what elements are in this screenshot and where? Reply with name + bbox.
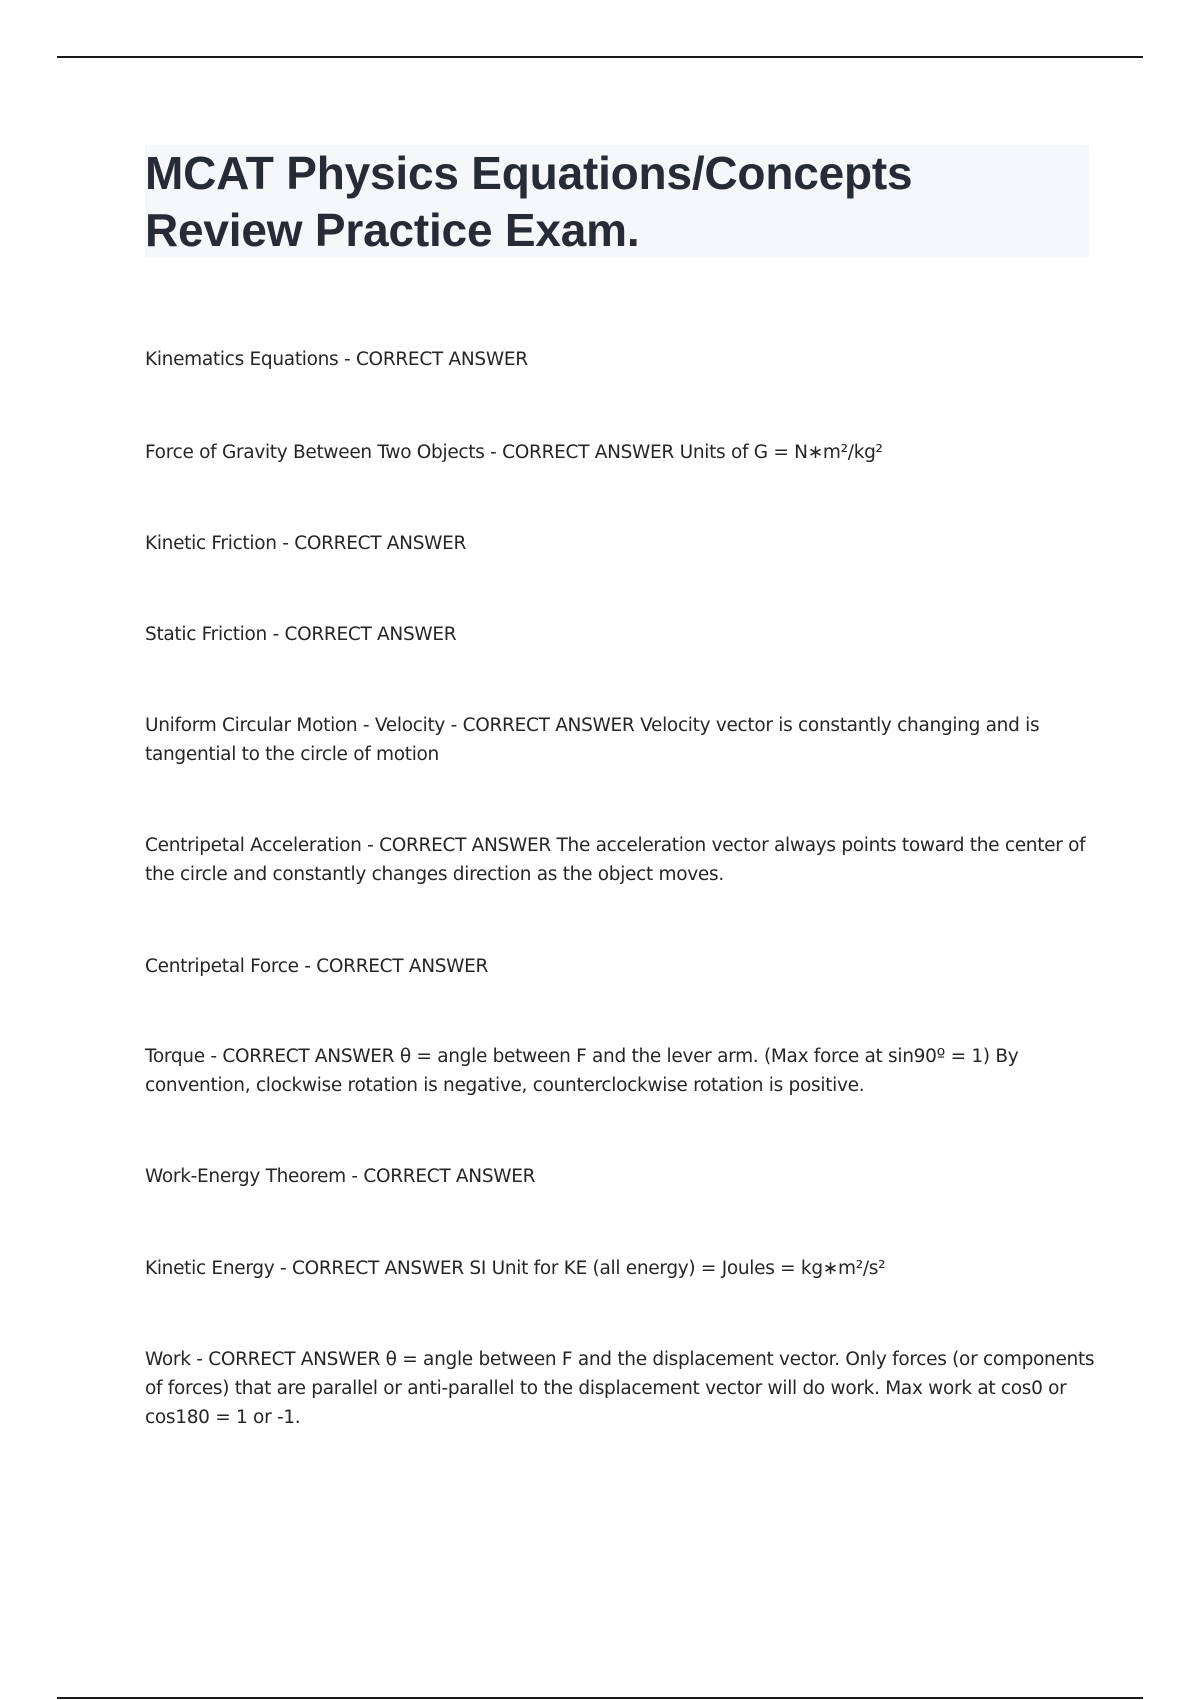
qa-term: Kinematics Equations — [145, 349, 339, 370]
qa-answer: θ = angle between F and the displacement vector. Only forces (or components of forces) that are parallel or anti-parallel to the displacement vector will do work. Max work at cos0 or cos180 = 1 or -1. — [145, 1349, 1095, 1428]
qa-answer-label: CORRECT ANSWER — [363, 1166, 536, 1187]
page-title — [145, 145, 1089, 259]
qa-separator: - — [484, 442, 503, 463]
qa-item-gravity — [145, 438, 1095, 467]
qa-item-circular-velocity — [145, 711, 1095, 769]
qa-separator: - — [445, 715, 463, 736]
qa-answer: The acceleration vector always points toward the center of the circle and constantly changes direction as the object moves. — [145, 835, 1086, 885]
qa-separator: - — [266, 624, 285, 645]
qa-answer-label: CORRECT ANSWER — [379, 835, 551, 856]
qa-answer-label: CORRECT ANSWER — [284, 624, 457, 645]
qa-item-kinetic-energy — [145, 1254, 1095, 1283]
qa-item-static-friction — [145, 620, 1095, 649]
qa-answer-label: CORRECT ANSWER — [294, 533, 467, 554]
qa-separator: - — [190, 1349, 209, 1370]
header-rule — [57, 56, 1143, 58]
qa-separator: - — [204, 1046, 223, 1067]
qa-separator: - — [276, 533, 295, 554]
qa-term: Static Friction — [145, 624, 267, 645]
qa-term: Torque — [145, 1046, 205, 1067]
qa-answer-label: CORRECT ANSWER — [462, 715, 635, 736]
qa-answer: Velocity vector is constantly changing and is tangential to the circle of motion — [145, 715, 1040, 765]
qa-answer: θ = angle between F and the lever arm. (Max force at sin90º = 1) By convention, clockwise rotation is negative, counterclockwise rotation is positive. — [145, 1046, 1019, 1096]
qa-answer: SI Unit for KE (all energy) = Joules = kg∗m²/s² — [469, 1258, 886, 1279]
title-line-1: MCAT Physics Equations/Concepts — [145, 147, 913, 199]
qa-answer-label: CORRECT ANSWER — [316, 956, 489, 977]
qa-item-centripetal-force — [145, 952, 1095, 981]
qa-item-centripetal-acceleration — [145, 831, 1095, 889]
qa-item-kinematics — [145, 345, 1095, 374]
qa-separator: - — [338, 349, 356, 370]
qa-item-torque — [145, 1042, 1095, 1100]
qa-term: Force of Gravity Between Two Objects — [145, 442, 485, 463]
qa-answer-label: CORRECT ANSWER — [291, 1258, 464, 1279]
qa-separator: - — [345, 1166, 364, 1187]
qa-item-work — [145, 1345, 1095, 1432]
qa-item-work-energy-theorem — [145, 1162, 1095, 1191]
qa-separator: - — [298, 956, 317, 977]
qa-term: Kinetic Friction — [145, 533, 277, 554]
qa-term: Kinetic Energy — [145, 1258, 275, 1279]
title-block — [145, 145, 1089, 257]
qa-answer-label: CORRECT ANSWER — [502, 442, 674, 463]
qa-term: Uniform Circular Motion - Velocity — [145, 715, 446, 736]
qa-separator: - — [274, 1258, 292, 1279]
qa-term: Centripetal Acceleration — [145, 835, 362, 856]
qa-term: Centripetal Force — [145, 956, 299, 977]
qa-separator: - — [361, 835, 380, 856]
qa-term: Work — [145, 1349, 191, 1370]
qa-answer-label: CORRECT ANSWER — [222, 1046, 395, 1067]
footer-rule — [57, 1697, 1143, 1699]
qa-answer: Units of G = N∗m²/kg² — [679, 442, 883, 463]
qa-item-kinetic-friction — [145, 529, 1095, 558]
qa-answer-label: CORRECT ANSWER — [208, 1349, 381, 1370]
title-line-2: Review Practice Exam. — [145, 204, 640, 256]
qa-term: Work-Energy Theorem — [145, 1166, 346, 1187]
qa-answer-label: CORRECT ANSWER — [355, 349, 528, 370]
